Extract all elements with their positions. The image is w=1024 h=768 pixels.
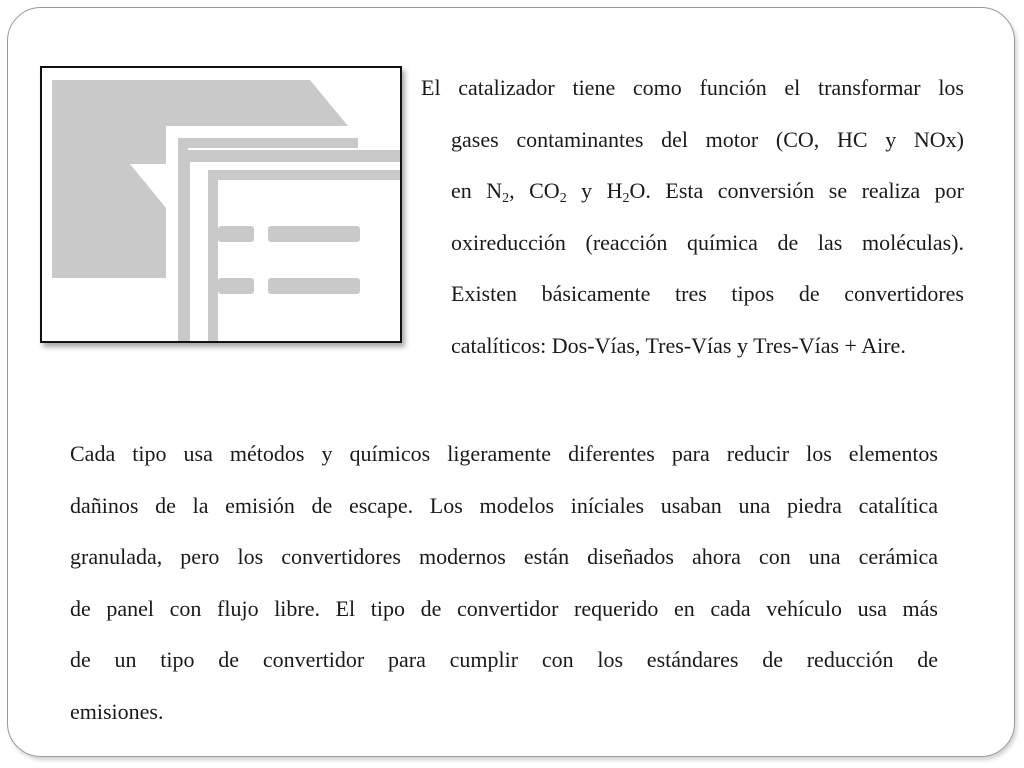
text-line: granulada, pero los convertidores modernos están diseñados ahora con una cerámica — [70, 544, 938, 569]
text-line: oxireducción (reacción química de las moléculas). — [451, 229, 964, 255]
text-line-formula: en $N_2$, $CO_2$ y $H_2O$. Esta conversión se realiza por — [451, 178, 965, 206]
text-line: de un tipo de convertidor para cumplir con los estándares de reducción de — [70, 647, 938, 672]
text-line: Cada tipo usa métodos y químicos ligeramente diferentes para reducir los elementos — [70, 441, 938, 466]
text-line: catalíticos: Dos-Vías, Tres-Vías y Tres-Vías + Aire. — [451, 332, 906, 358]
text-line: gases contaminantes del motor (CO, HC y NOx) — [451, 126, 964, 152]
text-line: El catalizador tiene como función el transformar los — [421, 75, 964, 100]
picture-placeholder-icon — [40, 66, 402, 343]
paragraph-converter-types — [70, 428, 938, 737]
text-line: Existen básicamente tres tipos de convertidores — [451, 281, 964, 306]
text-line: emisiones. — [70, 698, 164, 724]
paragraph-catalyst-function — [421, 62, 964, 371]
text-line: de panel con flujo libre. El tipo de convertidor requerido en cada vehículo usa más — [70, 595, 938, 621]
text-line: dañinos de la emisión de escape. Los modelos iníciales usaban una piedra catalítica — [70, 492, 938, 518]
